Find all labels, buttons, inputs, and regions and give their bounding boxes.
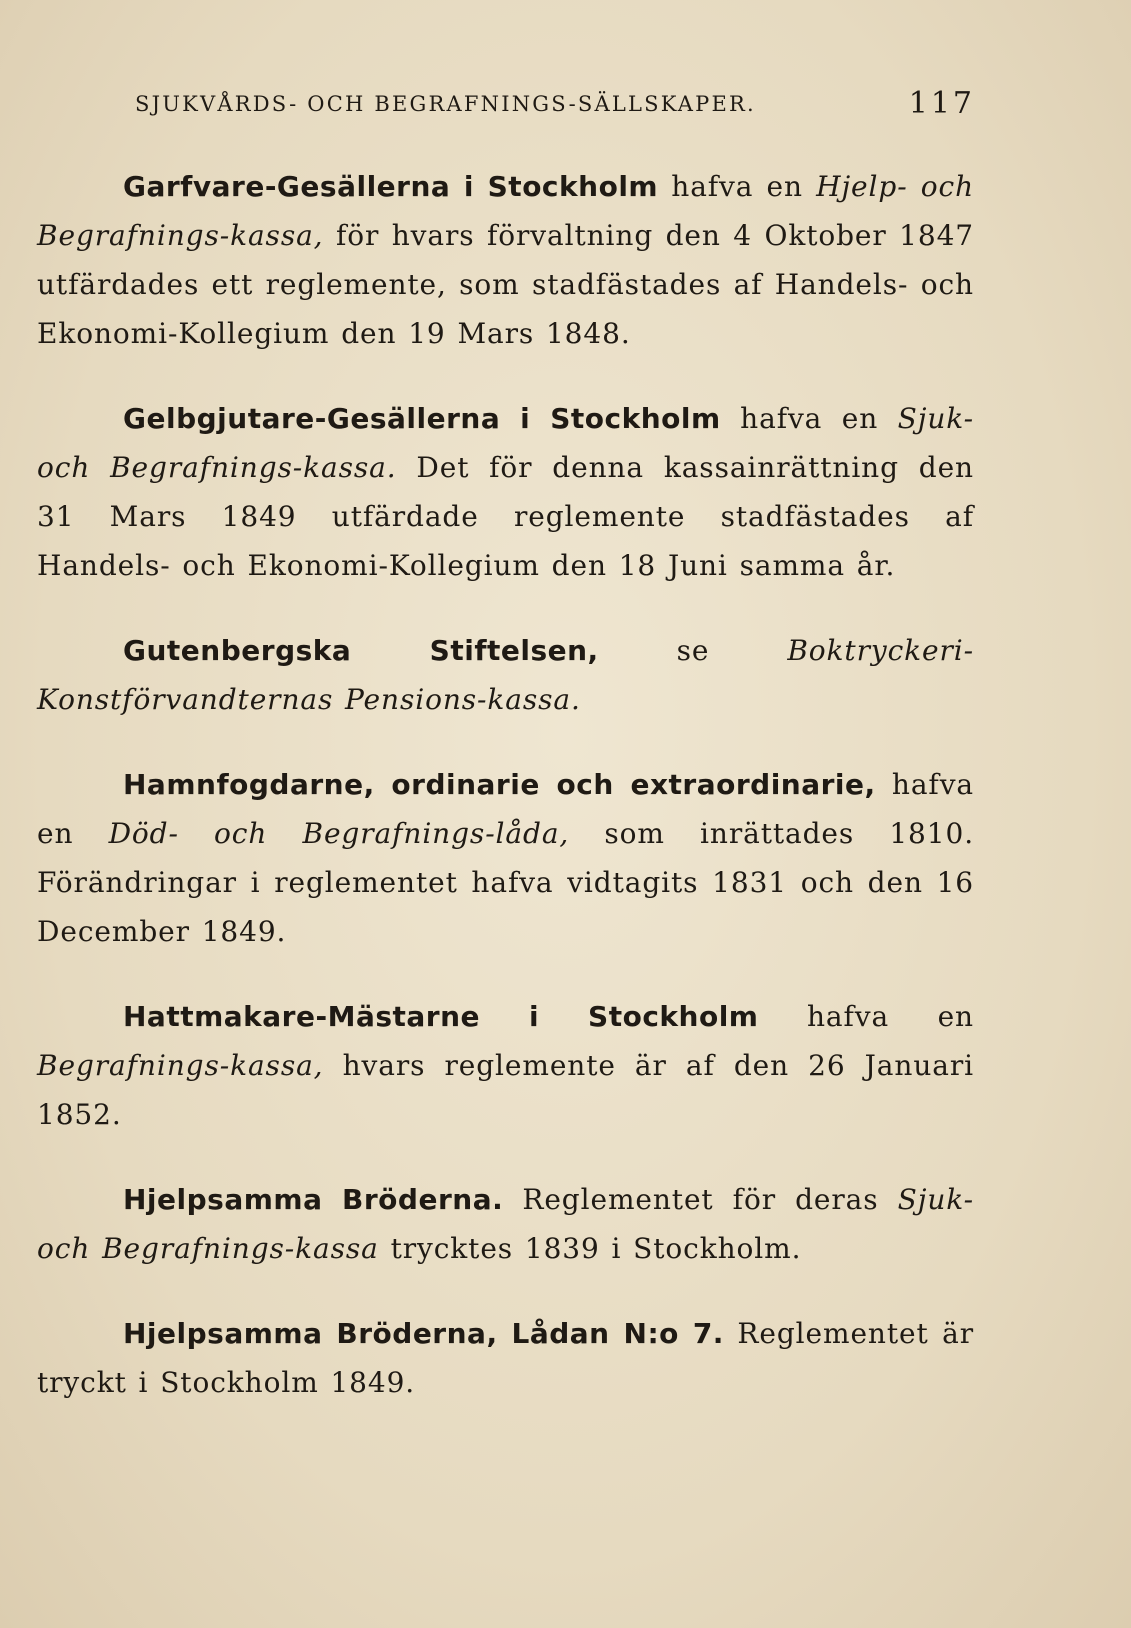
- entry-text: för hvars förvaltning den 4 Oktober 1847 utfärdades ett reglemente, som stadfästades af Handels- och Ekonomi-Kollegium den 19 Mars 1848.: [37, 219, 974, 350]
- entry-text: trycktes 1839 i Stockholm.: [378, 1232, 802, 1265]
- entry-heading: Hjelpsamma Bröderna, Lådan N:o 7.: [123, 1317, 724, 1350]
- entry-heading: Gutenbergska Stiftelsen,: [123, 634, 599, 667]
- entry-text: Det för denna kassainrättning den 31 Mars 1849 utfärdade reglemente stadfästades af Handels- och Ekonomi-Kollegium den 18 Juni samma år.: [37, 451, 974, 582]
- entry-fund-name: Begrafnings-kassa,: [37, 1049, 324, 1082]
- entry-fund-name: Sjuk- och Begrafnings-kassa.: [37, 402, 974, 484]
- entry-gelbgjutare-gesallerna: [37, 394, 974, 590]
- entry-hjelpsamma-broderna-ladan: [37, 1309, 974, 1407]
- entry-text: se: [598, 634, 788, 667]
- entry-text: hafva en: [758, 1000, 974, 1033]
- entry-fund-name: Död- och Begrafnings-låda,: [108, 817, 570, 850]
- entry-text: Reglementet för deras: [503, 1183, 898, 1216]
- entry-garfvare-gesallerna: [37, 162, 974, 358]
- entry-text: hafva en: [37, 768, 975, 850]
- entry-fund-name: Boktryckeri-Konstförvandternas Pensions-kassa.: [37, 634, 974, 716]
- entry-text: Reglementet är tryckt i Stockholm 1849.: [37, 1317, 974, 1399]
- entry-text: hvars reglemente är af den 26 Januari 1852.: [37, 1049, 974, 1131]
- entry-text: hafva en: [658, 170, 817, 203]
- entry-fund-name: Sjuk- och Begrafnings-kassa: [37, 1183, 974, 1265]
- entry-text: som inrättades 1810. Förändringar i reglementet hafva vidtagits 1831 och den 16 December 1849.: [37, 817, 974, 948]
- entry-heading: Hamnfogdarne, ordinarie och extraordinarie,: [123, 768, 876, 801]
- entry-hjelpsamma-broderna: [37, 1175, 974, 1273]
- entry-hamnfogdarne: [37, 760, 974, 956]
- page-number: 117: [908, 86, 975, 121]
- entry-heading: Hattmakare-Mästarne i Stockholm: [123, 1000, 759, 1033]
- entry-text: hafva en: [720, 402, 898, 435]
- entry-hattmakare-mastarne: [37, 992, 974, 1139]
- entry-heading: Hjelpsamma Bröderna.: [123, 1183, 504, 1216]
- running-title: SJUKVÅRDS- OCH BEGRAFNINGS-SÄLLSKAPER.: [135, 92, 756, 116]
- entry-fund-name: Hjelp- och Begrafnings-kassa,: [37, 170, 975, 252]
- entry-heading: Garfvare-Gesällerna i Stockholm: [123, 170, 659, 203]
- page-header: [135, 86, 975, 132]
- entry-gutenbergska-stiftelsen: [37, 626, 974, 724]
- page-body: [37, 162, 974, 1443]
- entry-heading: Gelbgjutare-Gesällerna i Stockholm: [123, 402, 721, 435]
